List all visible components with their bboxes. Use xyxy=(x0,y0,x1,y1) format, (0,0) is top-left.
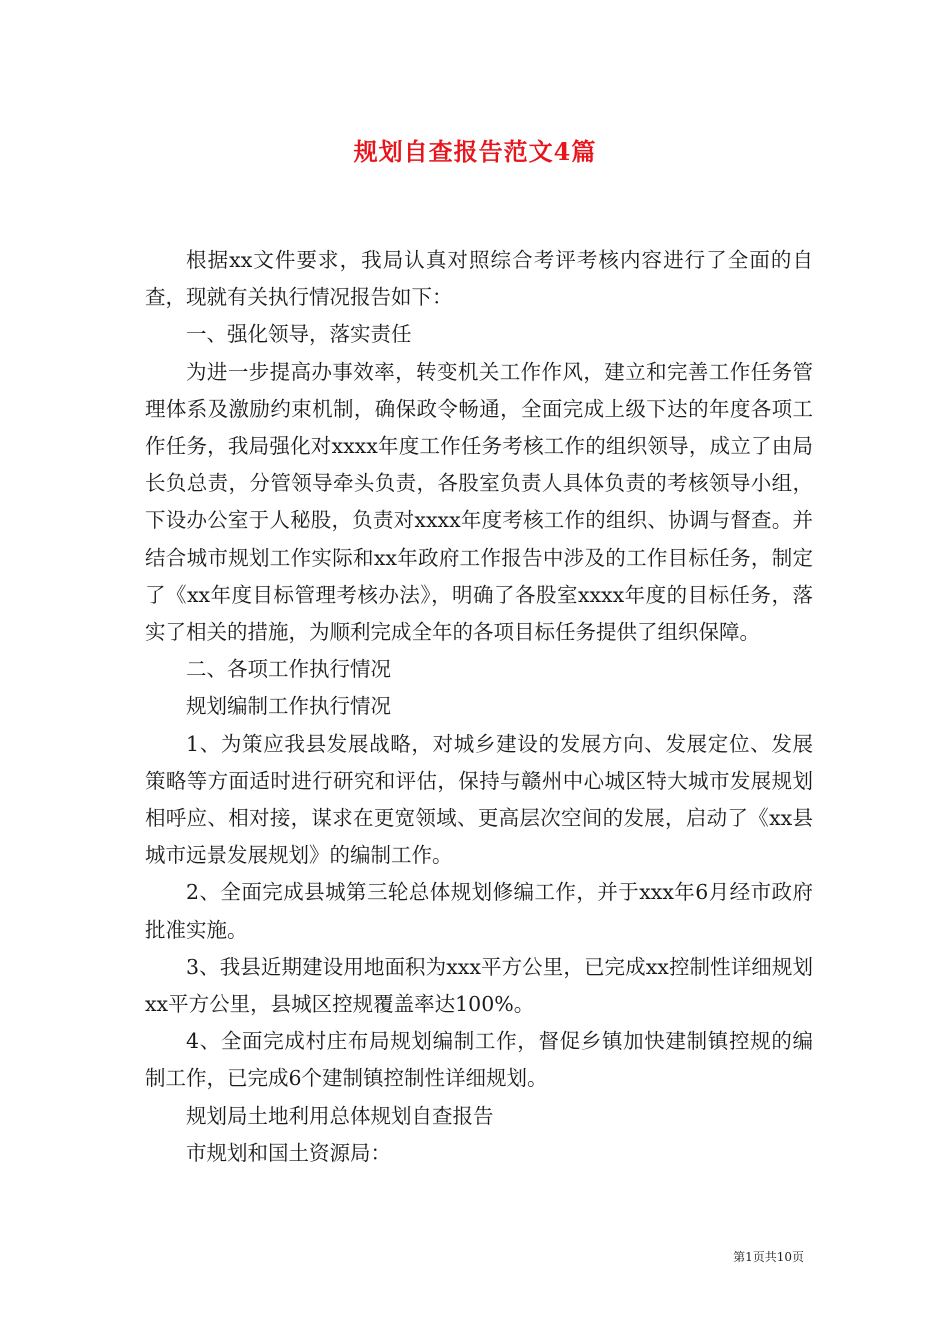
list-item-4: 4、全面完成村庄布局规划编制工作，督促乡镇加快建制镇控规的编制工作，已完成6个建制镇控制性详细规划。 xyxy=(145,1029,813,1091)
list-item-2: 2、全面完成县城第三轮总体规划修编工作，并于xxx年6月经市政府批准实施。 xyxy=(145,880,813,942)
list-item-3: 3、我县近期建设用地面积为xxx平方公里，已完成xx控制性详细规划xx平方公里，县城区控规覆盖率达100%。 xyxy=(145,954,813,1017)
subsection-heading: 规划编制工作执行情况 xyxy=(186,694,391,719)
addressee-line: 市规划和国土资源局： xyxy=(186,1140,391,1165)
report-subtitle: 规划局土地利用总体规划自查报告 xyxy=(186,1103,494,1128)
document-body xyxy=(145,242,813,1172)
section-heading-1: 一、强化领导，落实责任 xyxy=(186,322,412,347)
intro-paragraph: 根据xx文件要求，我局认真对照综合考评考核内容进行了全面的自查，现就有关执行情况报告如下： xyxy=(145,248,813,310)
page-number: 第1页共10页 xyxy=(733,1250,804,1264)
section-heading-2: 二、各项工作执行情况 xyxy=(186,657,391,682)
body-paragraph: 为进一步提高办事效率，转变机关工作作风，建立和完善工作任务管理体系及激励约束机制，确保政令畅通，全面完成上级下达的年度各项工作任务，我局强化对xxxx年度工作任务考核工作的组织领导，成立了由局长负总责，分管领导牵头负责，各股室负责人具体负责的考核领导小组，下设办公室于人秘股，负责对xxxx年度考核工作的组织、协调与督查。并结合城市规划工作实际和xx年政府工作报告中涉及的工作目标任务，制定了《xx年度目标管理考核办法》，明确了各股室xxxx年度的目标任务，落实了相关的措施，为顺利完成全年的各项目标任务提供了组织保障。 xyxy=(145,359,813,645)
document-title: 规划自查报告范文4篇 xyxy=(353,137,597,166)
list-item-1: 1、为策应我县发展战略，对城乡建设的发展方向、发展定位、发展策略等方面适时进行研究和评估，保持与赣州中心城区特大城市发展规划相呼应、相对接，谋求在更宽领域、更高层次空间的发展，启动了《xx县城市远景发展规划》的编制工作。 xyxy=(145,731,813,868)
